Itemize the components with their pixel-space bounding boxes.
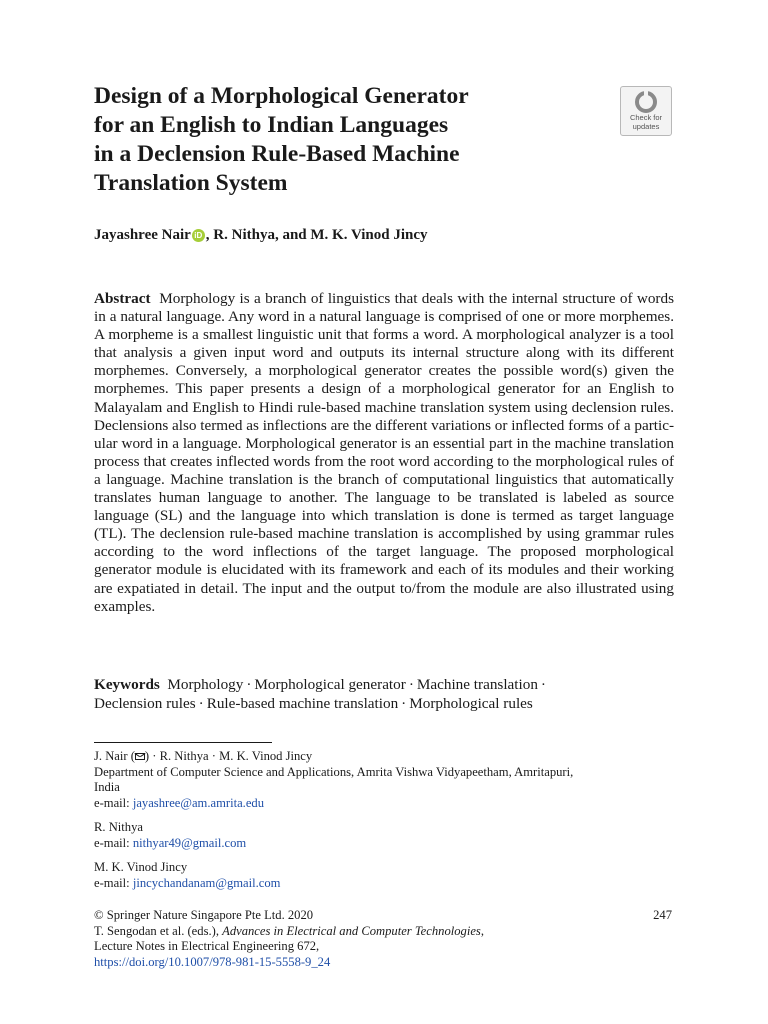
- affiliation-author-first: J. Nair (: [94, 749, 135, 763]
- author-name: M. K. Vinod Jincy: [94, 860, 188, 874]
- copyright-block: [94, 908, 694, 970]
- title-line: for an English to Indian Languages: [94, 112, 449, 138]
- affiliation-block: [94, 749, 694, 811]
- doi-link[interactable]: https://doi.org/10.1007/978-981-15-5558-9_24: [94, 954, 331, 969]
- keyword-separator: ·: [408, 676, 414, 693]
- orcid-icon[interactable]: iD: [192, 229, 205, 242]
- check-for-updates-icon: [635, 91, 657, 113]
- author-name: Jayashree Nair: [94, 227, 191, 243]
- keywords-line: [94, 695, 654, 714]
- keyword-separator: ·: [540, 676, 546, 693]
- email-row: [94, 796, 694, 812]
- email-link[interactable]: nithyar49@gmail.com: [132, 835, 247, 850]
- email-label: e-mail:: [94, 795, 130, 810]
- footnote-divider: [94, 742, 272, 743]
- keyword: Morphology: [167, 676, 244, 693]
- check-for-updates-badge[interactable]: [620, 86, 672, 136]
- author-name: R. Nithya: [94, 820, 143, 834]
- keyword-separator: ·: [401, 694, 407, 712]
- keyword: Declension rules: [94, 694, 196, 712]
- title-line: Design of a Morphological Generator: [94, 83, 469, 109]
- abstract-label: Abstract: [94, 290, 151, 307]
- citation-punct: ,: [480, 923, 484, 938]
- keywords-label: Keywords: [94, 676, 160, 693]
- title-line: in a Declension Rule-Based Machine: [94, 141, 460, 167]
- badge-text-line1: Check for: [629, 113, 663, 122]
- series-line: Lecture Notes in Electrical Engineering 672,: [94, 939, 320, 953]
- keyword-separator: ·: [246, 676, 252, 693]
- email-row: [94, 836, 694, 852]
- book-citation: [94, 924, 694, 940]
- paper-title: [94, 82, 594, 198]
- doi-row: [94, 955, 694, 971]
- author-names-rest: , R. Nithya, and M. K. Vinod Jincy: [205, 227, 428, 243]
- email-label: e-mail:: [94, 875, 130, 890]
- keyword: Rule-based machine translation: [206, 694, 399, 712]
- author-contact: [94, 820, 694, 851]
- affiliation-author-rest: ) · R. Nithya · M. K. Vinod Jincy: [144, 749, 313, 763]
- email-label: e-mail:: [94, 835, 130, 850]
- copyright-line: © Springer Nature Singapore Pte Ltd. 2020: [94, 908, 314, 922]
- keyword: Machine translation: [416, 676, 538, 693]
- keywords-line: [94, 676, 654, 695]
- keywords: [94, 676, 654, 713]
- author-contact: [94, 860, 694, 891]
- email-link[interactable]: jayashree@am.amrita.edu: [132, 795, 265, 810]
- keyword: Morphological rules: [409, 694, 533, 712]
- keyword: Morphological generator: [254, 676, 406, 693]
- country: India: [94, 780, 120, 794]
- page-number: 247: [653, 908, 672, 922]
- email-link[interactable]: jincychandanam@gmail.com: [132, 875, 281, 890]
- title-line: Translation System: [94, 170, 288, 196]
- keyword-separator: ·: [198, 694, 204, 712]
- department: Department of Computer Science and Applications, Amrita Vishwa Vidyapeetham, Amritapuri,: [94, 764, 574, 779]
- email-row: [94, 876, 694, 892]
- author-list: [94, 227, 654, 244]
- abstract-text: Morphology is a branch of linguistics that deals with the internal structure of words in a natural language. Any word in a natural language is comprised of one or more morphemes. A morpheme is a smallest linguistic unit that forms a word. A morphological analyzer is a tool that analysis a given input word and outputs its internal structure along with its different morphemes. Conversely, a morphological generator creates the possible word(s) given the morphemes. This paper presents a design of a morphological generator for an English to Malayalam and English to Hindi rule-based machine translation system using declension rules. Declensions also termed as inflections are the different variations or inflected forms of a particular word in a language. Morphological generator is an essential part in the machine translation process that creates inflected words from the root word according to the morphological rules of a language. Machine translation is the branch of computational linguistics that automatically translates human language to another. The language to be translated is labeled as source language (SL) and the language into which translation is done is termed as target language (TL). The declension rule-based machine translation is accomplished by using grammar rules according to the word inflections of the target language. The proposed morphological generator module is elucidated with its framework and each of its modules and their working are expatiated in detail. The input and the output to/from the module are also illustrated using examples.: [94, 290, 675, 615]
- envelope-icon: [135, 753, 145, 760]
- badge-text-line2: updates: [632, 122, 660, 131]
- abstract: [94, 290, 674, 616]
- editors: T. Sengodan et al. (eds.),: [94, 923, 223, 938]
- book-title: Advances in Electrical and Computer Technologies: [222, 923, 481, 938]
- affiliation-authors: [94, 749, 694, 765]
